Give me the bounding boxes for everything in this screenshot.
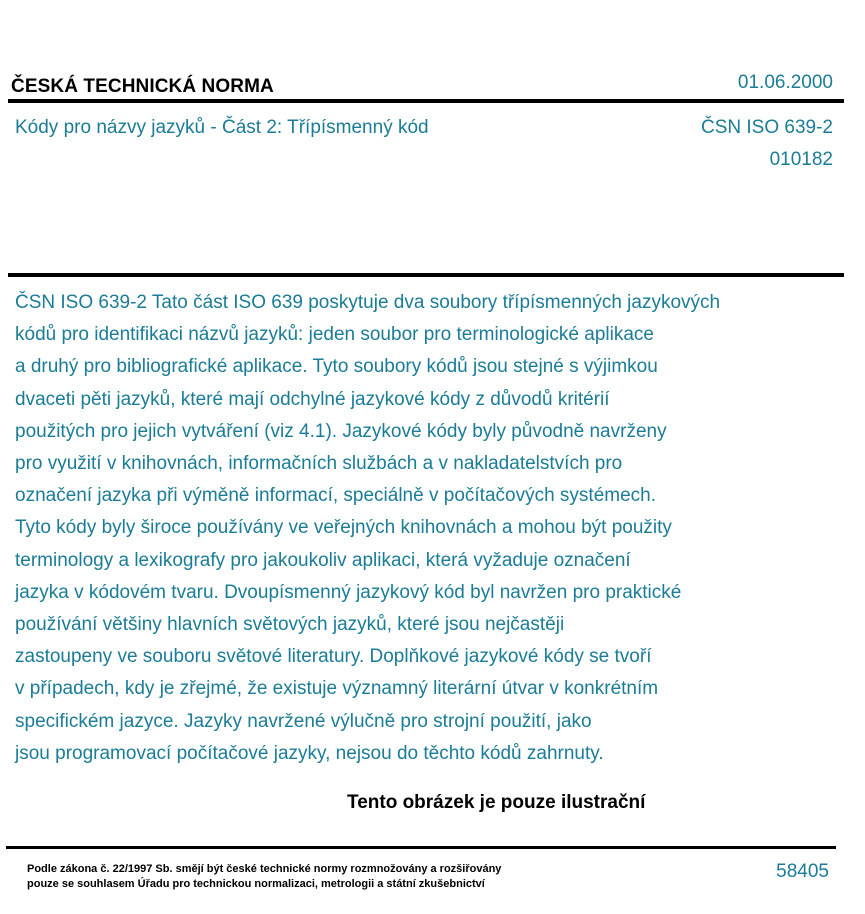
abstract-line: a druhý pro bibliografické aplikace. Tyto soubory kódů jsou stejné s výjimkou <box>15 356 658 378</box>
document-title: Kódy pro názvy jazyků - Část 2: Třípísmenný kód <box>15 117 429 138</box>
abstract-line: dvaceti pěti jazyků, které mají odchylné jazykové kódy z důvodů kritérií <box>15 388 610 410</box>
abstract-line: používání většiny hlavních světových jazyků, které jsou nejčastěji <box>15 614 565 636</box>
abstract-line: kódů pro identifikaci názvů jazyků: jeden soubor pro terminologické aplikace <box>15 324 654 346</box>
publication-date: 01.06.2000 <box>737 72 833 93</box>
legal-line: Podle zákona č. 22/1997 Sb. smějí být české technické normy rozmnožovány a rozšiřovány <box>27 863 502 875</box>
abstract-line: jsou programovací počítačové jazyky, nejsou do těchto kódů zahrnuty. <box>15 742 604 764</box>
standard-number: ČSN ISO 639-2 <box>701 117 833 138</box>
legal-notice <box>27 862 501 892</box>
abstract-line: specifickém jazyce. Jazyky navržené výlučně pro strojní použití, jako <box>15 710 592 732</box>
header-divider <box>8 99 844 103</box>
abstract-line: Tyto kódy byly široce používány ve veřejných knihovnách a mohou být použity <box>15 517 672 539</box>
abstract-line: zastoupeny ve souboru světové literatury. Doplňkové jazykové kódy se tvoří <box>15 646 652 668</box>
abstract-line: ČSN ISO 639-2 Tato část ISO 639 poskytuje dva soubory třípísmenných jazykových <box>15 292 721 313</box>
section-divider <box>8 273 844 277</box>
illustration-note: Tento obrázek je pouze ilustrační <box>347 792 646 813</box>
abstract-line: použitých pro jejich vytváření (viz 4.1). Jazykové kódy byly původně navrženy <box>15 420 667 442</box>
abstract-line: jazyka v kódovém tvaru. Dvoupísmenný jazykový kód byl navržen pro praktické <box>15 581 682 603</box>
abstract-text <box>15 287 845 770</box>
abstract-line: terminology a lexikografy pro jakoukoliv aplikaci, která vyžaduje označení <box>15 549 631 571</box>
abstract-line: v případech, kdy je zřejmé, že existuje významný literární útvar v konkrétním <box>15 678 659 700</box>
classification-code: 010182 <box>769 149 833 170</box>
abstract-line: označení jazyka při výměně informací, speciálně v počítačových systémech. <box>15 485 657 507</box>
legal-line: pouze se souhlasem Úřadu pro technickou normalizaci, metrologii a státní zkušebnictví <box>27 878 485 890</box>
footer-divider <box>6 846 836 849</box>
abstract-line: pro využití v knihovnách, informačních službách a v nakladatelstvích pro <box>15 453 623 475</box>
document-id: 58405 <box>776 861 829 882</box>
header-title: ČESKÁ TECHNICKÁ NORMA <box>11 76 274 97</box>
